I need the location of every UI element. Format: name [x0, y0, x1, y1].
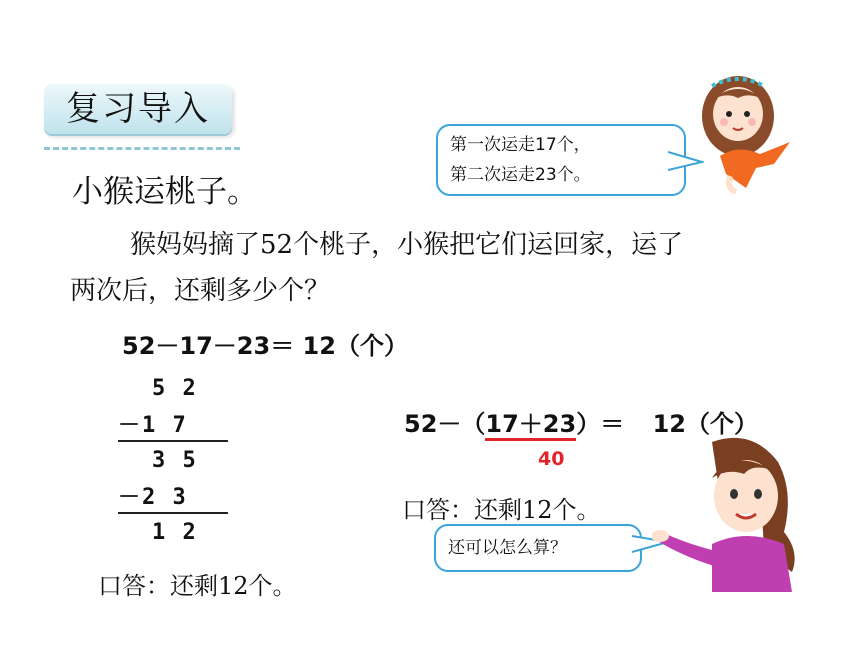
teacher-speech-bubble — [434, 524, 642, 572]
equation-2-group: 17＋23 — [485, 410, 576, 441]
teacher-bubble-text: 还可以怎么算？ — [448, 538, 567, 558]
answer-2: 口答：还剩12个。 — [402, 496, 601, 524]
dashed-divider — [44, 147, 240, 150]
problem-line-2: 两次后，还剩多少个？ — [70, 276, 331, 306]
problem-line-1: 猴妈妈摘了52个桃子，小猴把它们运回家，运了 — [130, 230, 684, 260]
vertical-row-2: －1 7 — [118, 413, 188, 438]
girl-bubble-line-1: 第一次运走17个， — [450, 135, 591, 155]
girl-bubble-line-2: 第二次运走23个。 — [450, 165, 591, 185]
equation-1: 52－17－23＝ 12（个） — [122, 332, 408, 360]
equation-2-right: ）＝ — [576, 410, 625, 438]
vertical-row-4: －2 3 — [118, 485, 188, 510]
vertical-row-1: 5 2 — [152, 376, 198, 401]
intermediate-result: 40 — [538, 448, 565, 470]
problem-text — [70, 222, 790, 314]
equation-2-left: 52－（ — [404, 410, 486, 438]
vertical-row-5: 1 2 — [152, 520, 198, 545]
problem-title: 小猴运桃子。 — [72, 174, 258, 210]
teacher-character-illustration — [652, 432, 812, 592]
section-badge: 复习导入 — [44, 84, 232, 134]
equation-2-result: 12（个） — [652, 410, 758, 438]
girl-speech-bubble — [436, 124, 686, 196]
answer-1: 口答：还剩12个。 — [98, 572, 297, 600]
vertical-calculation — [118, 376, 228, 552]
vertical-row-3: 3 5 — [152, 448, 198, 473]
girl-character-illustration — [690, 64, 800, 194]
